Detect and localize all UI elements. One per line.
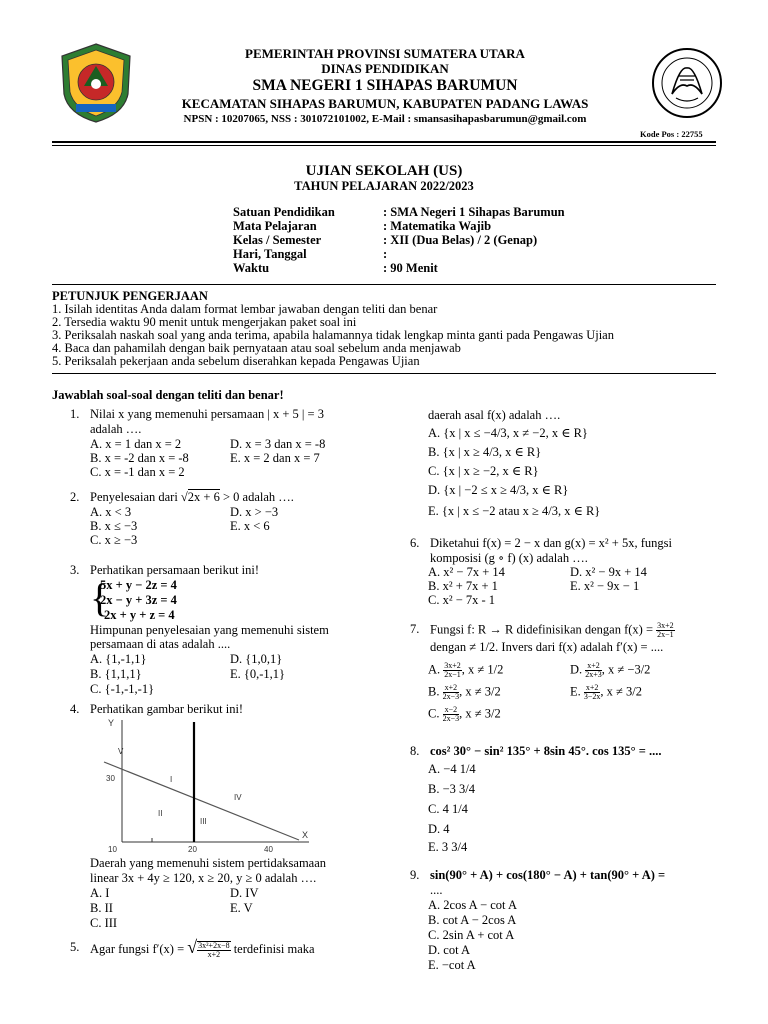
question-text: komposisi (g ∘ f) (x) adalah …. <box>430 551 588 565</box>
option-a[interactable]: A. {x | x ≤ −4/3, x ≠ −2, x ∈ R} <box>428 426 588 440</box>
option-a[interactable]: A. −4 1/4 <box>428 762 476 776</box>
question-text: Perhatikan persamaan berikut ini! <box>90 563 260 577</box>
option-c[interactable]: C. $\frac{x-2}{2x-3}$ , x ≠ 3/2 <box>428 705 501 723</box>
tut-wuri-handayani-logo-icon <box>650 46 724 120</box>
option-e[interactable]: E. {x | x ≤ −2 atau x ≥ 4/3, x ∈ R} <box>428 504 601 518</box>
question-text: sin(90° + A) + cos(180° − A) + tan(90° + A) = <box>430 868 666 882</box>
meta-divider <box>52 284 716 285</box>
school-name: SMA NEGERI 1 SIHAPAS BARUMUN <box>252 77 518 94</box>
instruction-item: 4. Baca dan pahamilah dengan baik pernyataan atau soal sebelum anda menjawab <box>52 341 461 355</box>
option-a[interactable]: A. x < 3 <box>90 505 132 519</box>
option-a[interactable]: A. I <box>90 886 110 900</box>
questions-heading: Jawablah soal-soal dengan teliti dan benar! <box>52 388 284 402</box>
option-a[interactable]: A. x = 1 dan x = 2 <box>90 437 182 451</box>
option-d[interactable]: D. 4 <box>428 822 450 836</box>
meta-key: Waktu <box>233 261 270 275</box>
header-line-2: DINAS PENDIDIKAN <box>321 61 449 76</box>
option-fraction <box>443 662 462 679</box>
option-a[interactable]: A. {1,-1,1} <box>90 652 147 666</box>
option-a[interactable]: A. $\frac{3x+2}{2x-1}$ , x ≠ 1/2 <box>428 661 504 679</box>
meta-value: : Matematika Wajib <box>383 219 492 233</box>
fraction-denominator: 2x−3 <box>442 714 460 723</box>
question-text <box>90 490 294 505</box>
region-label: III <box>200 817 207 826</box>
question-text: dengan ≠ 1/2. Invers dari f(x) adalah f′(x) = .... <box>430 640 664 654</box>
question-number: 2. <box>70 490 80 504</box>
header-divider-thin <box>52 145 716 146</box>
header-line-1: PEMERINTAH PROVINSI SUMATERA UTARA <box>245 46 525 61</box>
region-label: V <box>118 747 124 756</box>
fraction-numerator: 3x+2 <box>444 661 461 670</box>
option-fraction <box>585 662 602 679</box>
fraction-denominator: x+2 <box>207 950 221 960</box>
radical-fraction <box>197 941 230 959</box>
option-c[interactable]: C. x = -1 dan x = 2 <box>90 465 185 479</box>
option-fraction <box>584 684 601 701</box>
question-number: 5. <box>70 940 80 954</box>
meta-value: : 90 Menit <box>383 261 438 275</box>
question-text: Perhatikan gambar berikut ini! <box>90 702 244 716</box>
option-d[interactable]: D. {1,0,1} <box>230 652 283 666</box>
meta-value: : XII (Dua Belas) / 2 (Genap) <box>383 233 538 247</box>
question-text-pre: Agar fungsi f′(x) = <box>90 942 185 956</box>
meta-key: Hari, Tanggal <box>233 247 307 261</box>
question-text: linear 3x + 4y ≥ 120, x ≥ 20, y ≥ 0 adalah …. <box>90 871 317 885</box>
equation-2: 2x − y + 3z = 4 <box>100 593 177 607</box>
question-text-post: > 0 adalah …. <box>219 490 294 504</box>
x-tick-10: 10 <box>108 845 117 854</box>
left-column <box>52 386 372 1016</box>
instruction-item: 5. Periksalah pekerjaan anda sebelum diserahkan kepada Pengawas Ujian <box>52 354 420 368</box>
provincial-logo-icon <box>58 42 134 124</box>
fraction-denominator: 2x−3 <box>442 692 460 701</box>
instruction-item: 2. Tersedia waktu 90 menit untuk mengerjakan paket soal ini <box>52 315 357 329</box>
region-label: I <box>170 775 173 784</box>
option-c[interactable]: C. {-1,-1,-1} <box>90 682 155 696</box>
sqrt-sign-icon: √ <box>187 937 198 957</box>
x-axis-label: X <box>302 830 309 840</box>
option-b[interactable]: B. {1,1,1} <box>90 667 142 681</box>
fraction-numerator: 3x²+2x−8 <box>198 941 230 951</box>
meta-key: Kelas / Semester <box>233 233 322 247</box>
x-tick-20: 20 <box>188 845 197 854</box>
exam-year: TAHUN PELAJARAN 2022/2023 <box>294 179 474 193</box>
question-text: .... <box>430 883 443 897</box>
question-text: Diketahui f(x) = 2 − x dan g(x) = x² + 5x, fungsi <box>430 536 672 550</box>
y-axis-label: Y <box>108 718 115 728</box>
question-number: 3. <box>70 563 80 577</box>
option-b[interactable]: B. {x | x ≥ 4/3, x ∈ R} <box>428 445 542 459</box>
question-text: Himpunan penyelesaian yang memenuhi sistem <box>90 623 329 637</box>
right-column <box>410 386 730 1016</box>
option-b[interactable]: B. x = -2 dan x = -8 <box>90 451 189 465</box>
meta-key: Mata Pelajaran <box>233 219 317 233</box>
option-e[interactable]: E. {0,-1,1} <box>230 667 286 681</box>
option-c[interactable]: C. {x | x ≥ −2, x ∈ R} <box>428 464 539 478</box>
instruction-item: 1. Isilah identitas Anda dalam format lembar jawaban dengan teliti dan benar <box>52 302 438 316</box>
option-d[interactable]: D. x² − 9x + 14 <box>570 565 647 579</box>
question-number: 4. <box>70 702 80 716</box>
option-b[interactable]: B. x² + 7x + 1 <box>428 579 498 593</box>
option-e[interactable]: E. x² − 9x − 1 <box>570 579 640 593</box>
postal-code: Kode Pos : 22755 <box>640 129 703 139</box>
header-divider <box>52 141 716 143</box>
option-c[interactable]: C. 4 1/4 <box>428 802 468 816</box>
option-d[interactable]: D. x > −3 <box>230 505 279 519</box>
option-a[interactable]: A. x² − 7x + 14 <box>428 565 505 579</box>
meta-value: : SMA Negeri 1 Sihapas Barumun <box>383 205 565 219</box>
option-condition: , x ≠ 1/2 <box>461 662 504 677</box>
option-d[interactable]: D. cot A <box>428 943 471 957</box>
option-c[interactable]: C. x ≥ −3 <box>90 533 138 547</box>
instructions-divider <box>52 373 716 374</box>
fraction-numerator: 3x+2 <box>657 621 674 630</box>
fraction-numerator: x+2 <box>587 661 600 670</box>
instruction-item: 3. Periksalah naskah soal yang anda terima, apabila halamannya tidak lengkap minta ganti pada Pengawas Ujian <box>52 328 614 342</box>
question-text-pre: Fungsi f: R → R didefinisikan dengan f(x) = <box>430 622 653 637</box>
header-line-4: KECAMATAN SIHAPAS BARUMUN, KABUPATEN PADANG LAWAS <box>181 96 589 111</box>
fraction-denominator: 2x−1 <box>444 670 461 679</box>
option-fraction <box>443 706 460 723</box>
question-text: daerah asal f(x) adalah …. <box>428 408 561 422</box>
option-condition: , x ≠ 3/2 <box>600 684 642 699</box>
option-b[interactable]: B. cot A − 2cos A <box>428 913 517 927</box>
question-number: 1. <box>70 407 80 421</box>
option-c[interactable]: C. x² − 7x - 1 <box>428 593 496 607</box>
fraction-numerator: x−2 <box>444 705 458 714</box>
option-b[interactable]: B. II <box>90 901 113 915</box>
region-label: II <box>158 809 163 818</box>
region-label: IV <box>234 793 242 802</box>
linear-program-graph <box>94 716 314 856</box>
option-c[interactable]: C. III <box>90 916 118 930</box>
option-d[interactable]: D. x = 3 dan x = -8 <box>230 437 326 451</box>
question-number: 8. <box>410 744 420 758</box>
question-number: 7. <box>410 622 420 636</box>
system-brace-icon: { <box>90 575 110 620</box>
question-text-pre: Penyelesaian dari √ <box>90 490 188 504</box>
option-d[interactable]: D. {x | −2 ≤ x ≥ 4/3, x ∈ R} <box>428 483 569 497</box>
option-condition: , x ≠ 3/2 <box>459 706 501 721</box>
option-e[interactable]: E. x = 2 dan x = 7 <box>230 451 320 465</box>
option-c[interactable]: C. 2sin A + cot A <box>428 928 515 942</box>
exam-title: UJIAN SEKOLAH (US) <box>305 163 463 179</box>
option-b[interactable]: B. x ≤ −3 <box>90 519 138 533</box>
header-contact: NPSN : 10207065, NSS : 301072101002, E-Mail : smansasihapasbarumun@gmail.com <box>183 113 587 125</box>
option-condition: , x ≠ −3/2 <box>601 662 651 677</box>
question-number: 9. <box>410 868 420 882</box>
question-text <box>430 622 675 639</box>
option-a[interactable]: A. 2cos A − cot A <box>428 898 517 912</box>
x-tick-40: 40 <box>264 845 273 854</box>
option-e[interactable]: E. $\frac{x+2}{3-2x}$ , x ≠ 3/2 <box>570 683 642 701</box>
equation-1: 5x + y − 2z = 4 <box>100 578 177 592</box>
question-text: cos² 30° − sin² 135° + 8sin 45°. cos 135° = .... <box>430 744 662 758</box>
question-text: adalah …. <box>90 422 142 436</box>
meta-key: Satuan Pendidikan <box>233 205 335 219</box>
option-d[interactable]: D. $\frac{x+2}{2x+3}$ , x ≠ −3/2 <box>570 661 651 679</box>
question-text: Nilai x yang memenuhi persamaan | x + 5 | = 3 <box>90 407 324 421</box>
fraction-numerator: x+2 <box>444 683 458 692</box>
option-e[interactable]: E. x < 6 <box>230 519 270 533</box>
option-b[interactable]: B. $\frac{x+2}{2x-3}$ , x ≠ 3/2 <box>428 683 501 701</box>
question-text <box>90 937 315 960</box>
option-fraction <box>443 684 460 701</box>
equation-3: 2x + y + z = 4 <box>104 608 175 622</box>
option-condition: , x ≠ 3/2 <box>459 684 501 699</box>
fraction-denominator: 2x−1 <box>657 630 674 639</box>
fraction-denominator: 3−2x <box>583 692 601 701</box>
question-text-post: terdefinisi maka <box>233 942 315 956</box>
fraction-numerator: x+2 <box>585 683 599 692</box>
meta-value: : <box>383 247 388 261</box>
function-fraction <box>656 622 675 639</box>
y-tick-30: 30 <box>106 774 115 783</box>
instructions-title: PETUNJUK PENGERJAAN <box>52 289 208 303</box>
radicand: 2x + 6 <box>187 490 220 504</box>
question-text: Daerah yang memenuhi sistem pertidaksamaan <box>90 856 327 870</box>
option-e[interactable]: E. V <box>230 901 253 915</box>
question-text: persamaan di atas adalah .... <box>90 637 231 651</box>
option-d[interactable]: D. IV <box>230 886 259 900</box>
option-b[interactable]: B. −3 3/4 <box>428 782 475 796</box>
question-number: 6. <box>410 536 420 550</box>
option-e[interactable]: E. 3 3/4 <box>428 840 468 854</box>
option-e[interactable]: E. −cot A <box>428 958 476 972</box>
fraction-denominator: 2x+3 <box>585 670 602 679</box>
